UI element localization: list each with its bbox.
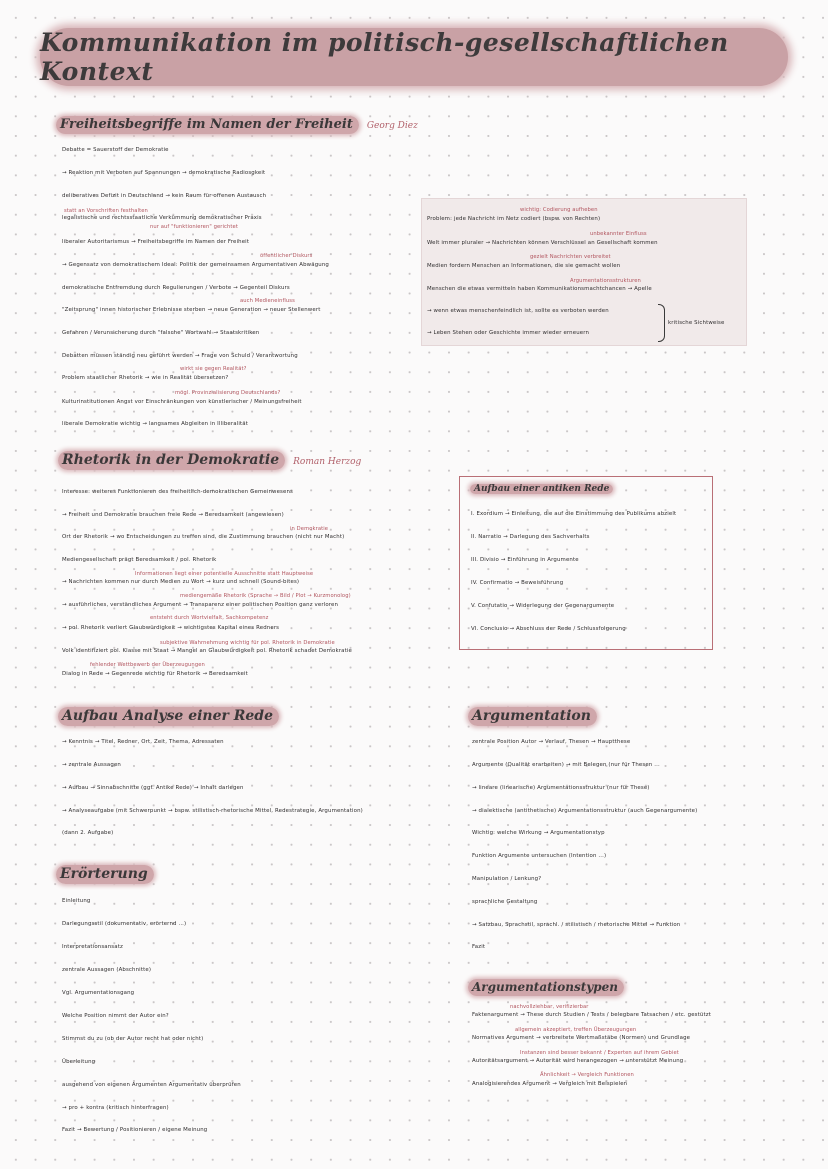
annotation: nachvollziehbar, verifizierbar [510,1004,589,1010]
note-line: Fazit [472,944,486,950]
heading-text: Rhetorik in der Demokratie [58,451,285,470]
note-line: → zentrale Aussagen [62,762,121,768]
annotation: Argumentationsstrukturen [570,278,641,284]
note-line: ausgehend von eigenen Argumenten Argumentativ überprüfen [62,1082,241,1088]
box-line: VI. Conclusio → Abschluss der Rede / Schlussfolgerung [471,626,626,632]
annotation: gezielt Nachrichten verbreitet [530,254,611,260]
note-line: Faktenargument → These durch Studien / Tests / belegbare Tatsachen / etc. gestützt [472,1012,711,1018]
note-line: Mediengesellschaft prägt Beredsamkeit / pol. Rhetorik [62,557,217,563]
note-line: zentrale Position Autor → Verlauf, Thesen → Hauptthese [472,739,631,745]
note-line: → pro + kontra (kritisch hinterfragen) [62,1105,169,1111]
annotation: wichtig: Codierung aufheben [520,207,598,213]
annotation: in Demokratie [290,526,329,532]
note-line: Dialog in Rede → Gegenrede wichtig für Rhetorik → Beredsamkeit [62,671,248,677]
annotation: mediengemäße Rhetorik (Sprache → Bild / Plot → Kurzmonolog) [180,593,351,599]
annotation: subjektive Wahrnehmung wichtig für pol. Rhetorik in Demokratie [160,640,335,646]
note-line: (dann 2. Aufgabe) [62,830,114,836]
side-label: kritische Sichtweise [668,320,725,326]
section-heading-freiheit [56,117,418,132]
note-line: Fazit → Bewertung / Positionieren / eigene Meinung [62,1127,208,1133]
brace-bracket [658,304,665,342]
note-line: Interesse: weiteres Funktionieren des freiheitlich-demokratischen Gemeinwesens [62,489,294,495]
annotation: statt an Vorschriften festhalten [64,208,148,214]
box-line: III. Divisio → Einführung in Argumente [471,557,579,563]
annotation: entsteht durch Wortvielfalt, Sachkompetenz [150,615,269,621]
note-line: Funktion Argumente untersuchen (Intention ...) [472,853,607,859]
note-line: → Nachrichten kommen nur durch Medien zu Wort → kurz und schnell (Sound-bites) [62,579,300,585]
annotation: nur auf "funktionieren" gerichtet [150,224,238,230]
note-line: legalistische und rechtsstaatliche Verkümmung demokratischer Praxis [62,215,262,221]
info-box-antike-rede [459,476,713,650]
note-line: Stimmst du zu (ob der Autor recht hat oder nicht) [62,1036,204,1042]
heading-text: Freiheitsbegriffe im Namen der Freiheit [56,116,359,134]
note-line: Darlegungsstil (dokumentativ, erörternd ...) [62,921,187,927]
box-line: Medien fordern Menschen an Informationen, die sie gemacht wollen [427,263,621,269]
note-line: Volk identifiziert pol. Klasse mit Staat → Mangel an Glaubwürdigkeit pol. Rhetorik schadet Demokratie [62,648,352,654]
note-line: Vgl. Argumentationsgang [62,990,135,996]
note-line: Problem staatlicher Rhetorik → wie in Realität übersetzen? [62,375,229,381]
note-line: → lineare (linearische) Argumentationsstruktur (nur für These) [472,785,650,791]
author-name: Roman Herzog [293,457,362,467]
box-line: V. Confutatio → Widerlegung der Gegenargumente [471,603,615,609]
box-line: → wenn etwas menschenfeindlich ist, sollte es verboten werden [427,308,609,314]
annotation: mögl. Provinzialisierung Deutschlands? [175,390,281,396]
note-line: → Aufbau → Sinnabschnitte (ggf. Antike Rede) → Inhalt darlegen [62,785,244,791]
note-line: Wichtig: welche Wirkung → Argumentationstyp [472,830,605,836]
heading-text: Erörterung [56,865,154,884]
heading-text: Argumentationstypen [468,979,624,996]
annotation: Informationen liegt einer potentielle Ausschnitte statt Hauptweise [135,571,314,577]
note-line: → ausführliches, verständliches Argument → Transparenz einer politischen Position ganz verloren [62,602,339,608]
note-line: Interpretationsansatz [62,944,123,950]
annotation: öffentlicher Diskurs [260,253,313,259]
note-line: liberale Demokratie wichtig → langsames Abgleiten in Illiberalität [62,421,248,427]
section-heading-argumentation [468,708,597,724]
section-heading-rhetorik [58,452,361,468]
note-line: Überleitung [62,1059,96,1065]
note-line: demokratische Entfremdung durch Regulierungen / Verbote → Gegenteil Diskurs [62,285,290,291]
box-line: Problem: jede Nachricht im Netz codiert (bspw. von Rechten) [427,216,601,222]
annotation: allgemein akzeptiert, treffen Überzeugungen [515,1027,637,1033]
box-line: II. Narratio → Darlegung des Sachverhalts [471,534,590,540]
note-line: → Satzbau, Sprachstil, sprachl. / stilistisch / rhetorische Mittel → Funktion [472,922,681,928]
heading-text: Argumentation [468,707,597,726]
note-line: Manipulation / Lenkung? [472,876,542,882]
heading-text: Aufbau Analyse einer Rede [58,707,279,726]
note-line: → dialektische (antithetische) Argumentationsstruktur (auch Gegenargumente) [472,808,698,814]
note-line: Einleitung [62,898,91,904]
note-line: Debatte = Sauerstoff der Demokratie [62,147,169,153]
section-heading-aufbau-analyse [58,708,279,724]
note-line: Normatives Argument → verbreitete Wertmaßstäbe (Normen) und Grundlage [472,1035,691,1041]
box-line: IV. Confirmatio → Beweisführung [471,580,564,586]
note-line: → Reaktion mit Verboten auf Spannungen → demokratische Radiosgkeit [62,170,266,176]
note-line: → Freiheit und Demokratie brauchen freie Rede → Beredsamkeit (angewiesen) [62,512,284,518]
note-line: "Zeitsprung" innen historischer Erlebnisse sterben → neue Generation → neuer Stellenwert [62,307,321,313]
note-line: deliberatives Defizit in Deutschland → kein Raum für offenen Austausch [62,193,267,199]
box-line: Menschen die etwas vermitteln haben Kommunikationsmachtchancen → Apelle [427,286,652,292]
section-heading-argumentationstypen [468,980,624,994]
note-line: Debatten müssen ständig neu geführt werden → Frage von Schuld / Verantwortung [62,353,298,359]
note-line: Ort der Rhetorik → wo Entscheidungen zu treffen sind, die Zustimmung brauchen (nicht nur Macht) [62,534,345,540]
annotation: auch Medieneinfluss [240,298,295,304]
note-line: → Analyseaufgabe (mit Schwerpunkt → bspw. stilistisch-rhetorische Mittel, Redestrategie, Argumentation) [62,808,363,814]
note-line: → Gegensatz von demokratischem Ideal: Politik der gemeinsamen Argumentativen Abwägung [62,262,329,268]
annotation: fehlender Wettbewerb der Überzeugungen [90,662,205,668]
box-line: I. Exordium → Einleitung, die auf die Einstimmung des Publikums abzielt [471,511,677,517]
heading-text: Aufbau einer antiken Rede [470,484,613,494]
note-line: Autoritätsargument → Autorität wird herangezogen → unterstützt Meinung [472,1058,684,1064]
annotation: wirkt sie gegen Realität? [180,366,247,372]
note-line: sprachliche Gestaltung [472,899,538,905]
note-line: Gefahren / Verunsicherung durch "falsche" Wortwahl → Staatskritiken [62,330,260,336]
box-heading [470,484,613,494]
page-title: Kommunikation im politisch-gesellschaftlichen Kontext [40,28,788,86]
note-line: Analogisierendes Argument → Vergleich mit Beispielen [472,1081,628,1087]
note-line: zentrale Aussagen (Abschnitte) [62,967,152,973]
note-line: liberaler Autoritarismus → Freiheitsbegriffe im Namen der Freiheit [62,239,250,245]
box-line: → Leben Stehen oder Geschichte immer wieder erneuern [427,330,590,336]
note-line: → pol. Rhetorik verliert Glaubwürdigkeit → wichtigstes Kapital eines Redners [62,625,280,631]
note-line: Kulturinstitutionen Angst vor Einschränkungen von künstlerischer / Meinungsfreiheit [62,399,302,405]
section-heading-eroerterung [56,866,154,882]
annotation: unbekannter Einfluss [590,231,647,237]
note-line: → Kenntnis → Titel, Redner, Ort, Zeit, Thema, Adressaten [62,739,224,745]
annotation: Instanzen sind besser bekannt / Experten auf ihrem Gebiet [520,1050,679,1056]
author-name: Georg Diez [366,121,418,131]
note-line: Welche Position nimmt der Autor ein? [62,1013,169,1019]
box-line: Welt immer pluraler → Nachrichten können Verschlüssel an Gesellschaft kommen [427,240,658,246]
annotation: Ähnlichkeit → Vergleich Funktionen [540,1072,634,1078]
note-line: Argumente (Qualität erarbeiten) → mit Belegen (nur für Thesen ... [472,762,660,768]
